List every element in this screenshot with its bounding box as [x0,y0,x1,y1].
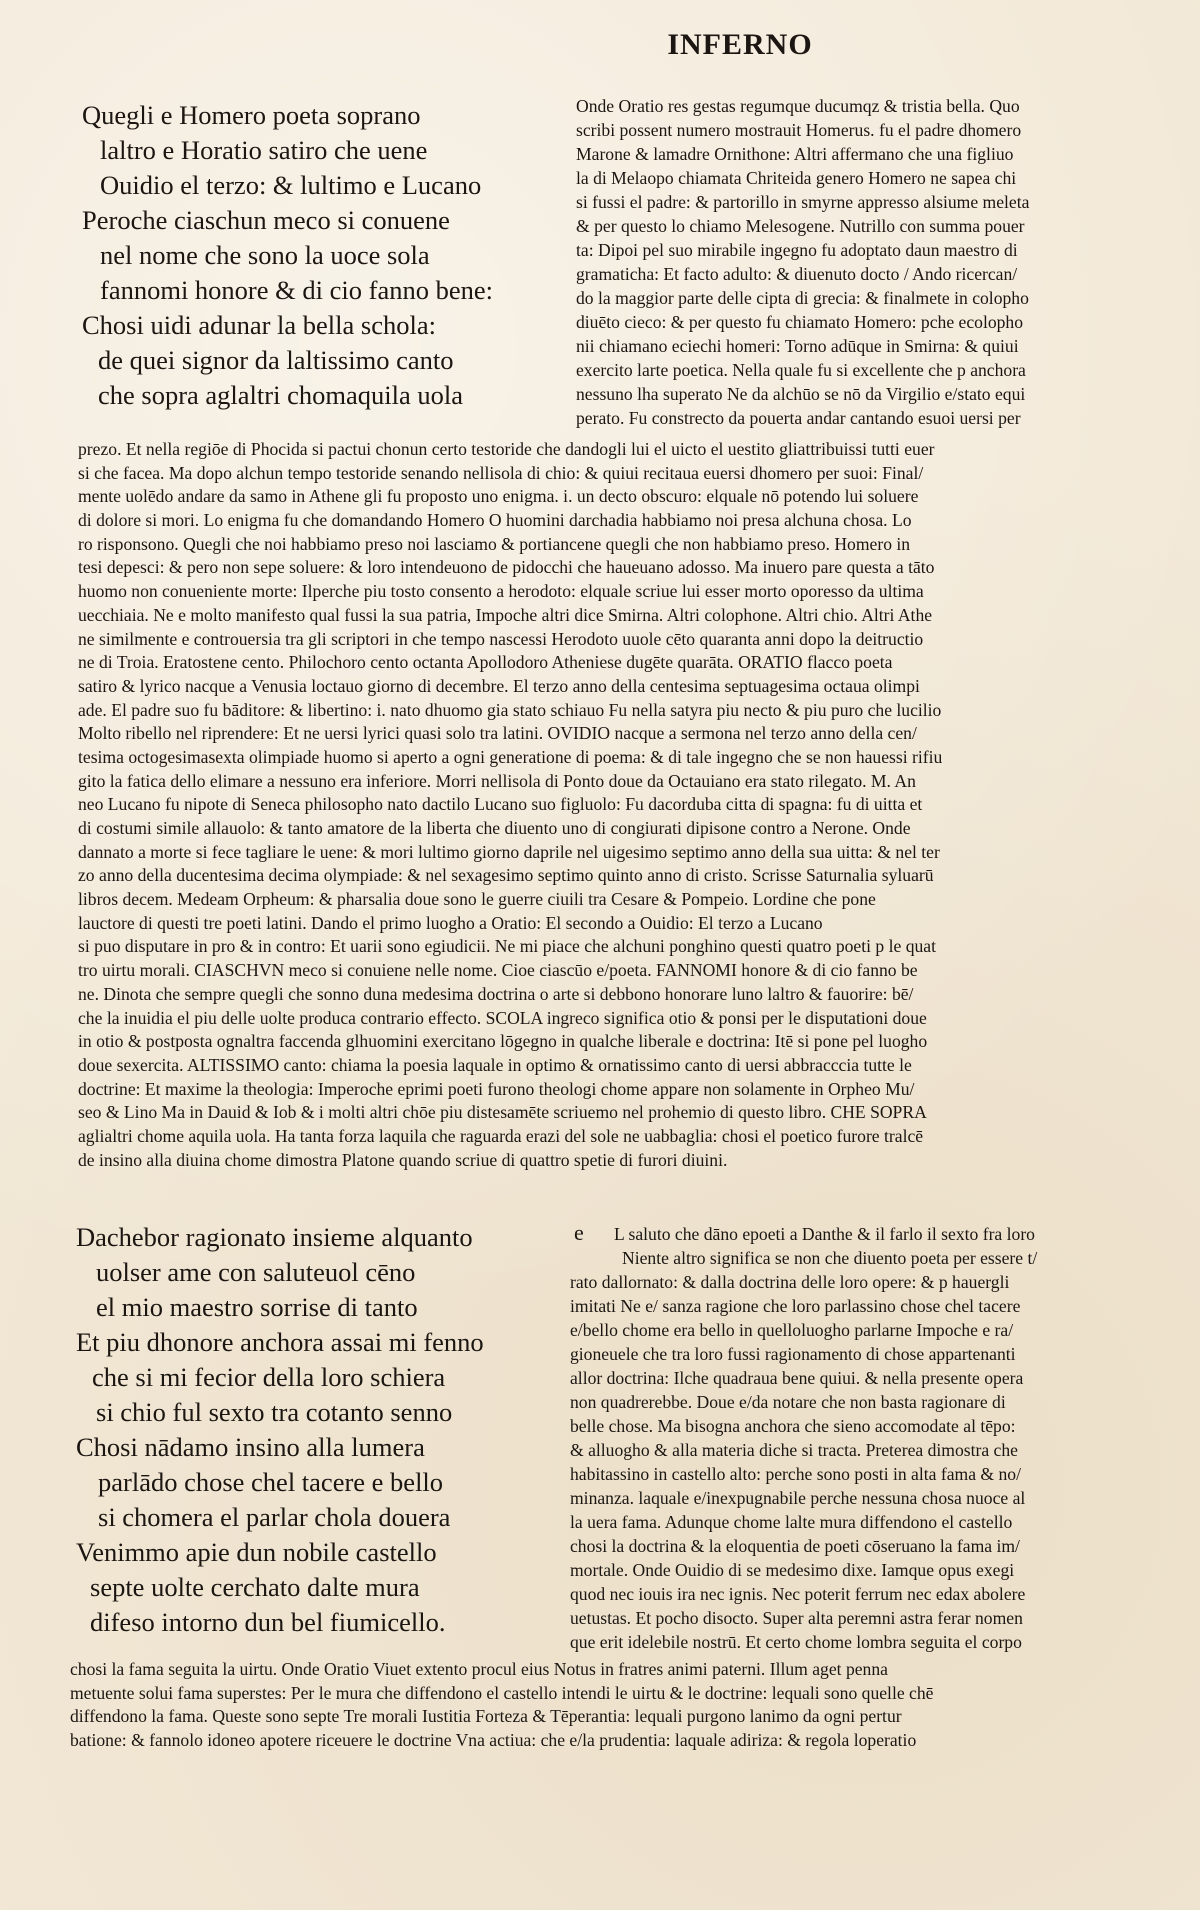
commentary-line: nii chiamano eciechi homeri: Torno adūque in Smirna: & quiui [576,336,1019,356]
verse-line: Chosi nādamo insino alla lumera [76,1432,425,1462]
commentary-line: L saluto che dāno epoeti a Danthe & il farlo il sexto fra loro [614,1224,1035,1244]
commentary-line: ne similmente e controuersia tra gli scriptori in che tempo nascessi Herodoto uuole cēto quaranta anni dopo la deitructio [78,628,924,649]
commentary-line: chosi la fama seguita la uirtu. Onde Oratio Viuet extento procul eius Notus in fratres animi paterni. Illum aget penna [70,1659,888,1679]
commentary-line: doue sexercita. ALTISSIMO canto: chiama la poesia laquale in optimo & ornatissimo canto di uersi abbracccia tutte le [78,1054,912,1075]
commentary-line: do la maggior parte delle cipta di grecia: & finalmete in colopho [576,288,1029,308]
commentary-line: rato dallornato: & dalla doctrina delle loro opere: & p hauergli [570,1272,1010,1292]
commentary-line: mortale. Onde Ouidio di se medesimo dixe. Iamque opus exegi [570,1560,1015,1580]
commentary-line: zo anno della ducentesima decima olympiade: & nel sexagesimo septimo quinto anno di cristo. Scrisse Saturnalia syluarū [78,865,934,886]
commentary-line: que erit idelebile nostrū. Et certo chome lombra seguita el corpo [570,1632,1022,1652]
commentary-line: ne di Troia. Eratostene cento. Philochoro cento octanta Apollodoro Atheniese dugēte quarāta. ORATIO flacco poeta [78,652,893,673]
commentary-line: diffendono la fama. Queste sono septe Tre morali Iustitia Forteza & Tēperantia: lequali purgono lanimo da ogni pertur [70,1706,902,1727]
verse-line: fannomi honore & di cio fanno bene: [100,275,493,305]
commentary-line: perato. Fu constrecto da pouerta andar cantando esuoi uersi per [576,408,1021,428]
commentary-line: e/bello chome era bello in quelloluogho parlarne Impoche e ra/ [570,1320,1014,1340]
commentary-line: ade. El padre suo fu bāditore: & libertino: i. nato dhuomo gia stato schiauo Fu nella satyra piu necto & piu puro che lucilio [78,699,942,720]
commentary-line: imitati Ne e/ sanza ragione che loro parlassino chose chel tacere [570,1296,1021,1316]
commentary-line: exercito larte poetica. Nella quale fu si excellente che p anchora [576,360,1026,380]
verse-line: Peroche ciaschun meco si conuene [82,205,450,235]
commentary-line: ro risponsono. Quegli che noi habbiamo preso noi lasciamo & portiancene quegli che non habbiamo preso. Homero in [78,533,911,554]
commentary-line: prezo. Et nella regiōe di Phocida si pactui chonun certo testoride che dandogli lui el uicto el uestito gliattribuissi tutti euer [78,439,935,459]
commentary-line: la uera fama. Adunque chome lalte mura diffendono el castello [570,1512,1013,1532]
commentary-line: dannato a morte si fece tagliare le uene: & mori lultimo giorno daprile nel uigesimo septimo anno della sua uitta: & nel ter [78,841,940,862]
commentary-line: uetustas. Et pocho disocto. Super alta peremni astra ferar nomen [570,1608,1023,1628]
commentary-line: si che facea. Ma dopo alchun tempo testoride senando nellisola di chio: & quiui recitaua euersi dhomero per suoi: Final/ [78,462,924,483]
commentary-line: ne. Dinota che sempre quegli che sonno duna medesima doctrina o arte si debbono honorare luno laltro & fauorire: bē/ [78,983,914,1004]
commentary-line: Marone & lamadre Ornithone: Altri affermano che una figliuo [576,144,1014,164]
commentary-line: diuēto cieco: & per questo fu chiamato Homero: pche ecolopho [576,312,1024,332]
commentary-line: si puo disputare in pro & in contro: Et uarii sono egiudicii. Ne mi piace che alchuni ponghino questi quatro poeti p le quat [78,936,936,957]
commentary-full-width-2 [70,1658,933,1753]
verse-line: Ouidio el terzo: & lultimo e Lucano [100,170,482,200]
commentary-line: chosi la doctrina & la eloquentia de poeti cōseruano la fama im/ [570,1536,1020,1556]
verse-line: Chosi uidi adunar la bella schola: [82,310,436,340]
commentary-line: gramaticha: Et facto adulto: & diuenuto docto / Ando ricercan/ [576,264,1018,284]
commentary-line: si fussi el padre: & partorillo in smyrne appresso alsiume meleta [576,192,1030,212]
commentary-line: Niente altro significa se non che diuento poeta per essere t/ [622,1248,1038,1268]
commentary-line: aglialtri chome aquila uola. Ha tanta forza laquila che raguarda erazi del sole ne uabbaglia: chosi el poetico furore tralcē [78,1125,924,1146]
commentary-line: che la inuidia el piu delle uolte produca contrario effecto. SCOLA ingreco significa otio & ponsi per le disputationi doue [78,1007,927,1028]
verse-line: che sopra aglaltri chomaquila uola [98,380,463,410]
commentary-line: uecchiaia. Ne e molto manifesto qual fussi la sua patria, Impoche altri dice Smirna. Altri colophone. Altri chio. Altri Athe [78,604,933,625]
commentary-line: gioneuele che tra loro fussi ragionamento di chose appartenanti [570,1344,1016,1364]
commentary-line: Onde Oratio res gestas regumque ducumqz & tristia bella. Quo [576,96,1020,116]
commentary-line: gito la fatica dello elimare a nessuno era inferiore. Morri nellisola di Ponto doue da Octauiano era stato rilegato. M. An [78,770,916,791]
verse-line: laltro e Horatio satiro che uene [100,135,428,165]
commentary-column-2 [570,1222,1037,1654]
commentary-line: belle chose. Ma bisogna anchora che sieno accomodate al tēpo: [570,1416,1016,1436]
running-head: INFERNO [667,28,813,61]
commentary-line: seo & Lino Ma in Dauid & Iob & i molti altri chōe piu distesamēte scriuemo nel prohemio di questo libro. CHE SOPRA [78,1102,927,1123]
verse-line: difeso intorno dun bel fiumicello. [90,1607,446,1637]
commentary-line: & per questo lo chiamo Melesogene. Nutrillo con summa pouer [576,216,1025,236]
commentary-line: libros decem. Medeam Orpheum: & pharsalia doue sono le guerre ciuili tra Cesare & Pompeio. Lordine che pone [78,889,876,910]
commentary-line: satiro & lyrico nacque a Venusia loctauo giorno di decembre. El terzo anno della centesima septuagesima octaua olimpi [78,675,920,696]
commentary-line: metuente solui fama superstes: Per le mura che diffendono el castello intendi le uirtu & le doctrine: lequali sono quelle chē [70,1682,934,1703]
commentary-line: di costumi simile allauolo: & tanto amatore de la liberta che diuento uno di congiurati dipisone contro a Nerone. Onde [78,818,911,838]
commentary-line: Molto ribello nel riprendere: Et ne uersi lyrici quasi solo tra latini. OVIDIO nacque a sermona nel terzo anno della cen/ [78,723,917,744]
commentary-line: habitassino in castello alto: perche sono posti in alta fama & no/ [570,1464,1021,1484]
commentary-line: de insino alla diuina chome dimostra Platone quando scriue di quattro spetie di furori diuini. [78,1149,728,1170]
commentary-column-1 [576,94,1029,430]
verse-line: Venimmo apie dun nobile castello [76,1537,437,1567]
verse-line: si chio ful sexto tra cotanto senno [96,1397,453,1427]
commentary-line: non quadrerebbe. Doue e/da notare che non basta ragionare di [570,1392,1006,1412]
commentary-line: neo Lucano fu nipote di Seneca philosopho nato dactilo Lucano suo figluolo: Fu dacorduba citta di spagna: fu di uitta et [78,794,923,815]
verse-line: septe uolte cerchato dalte mura [90,1572,420,1602]
verse-block-2 [76,1220,484,1640]
verse-line: nel nome che sono la uoce sola [100,240,430,270]
commentary-line: minanza. laquale e/inexpugnabile perche nessuna chosa nuoce al [570,1488,1026,1508]
commentary-line: nessuno lha superato Ne da alchūo se nō da Virgilio e/stato equi [576,384,1026,404]
verse-line: si chomera el parlar chola douera [98,1502,451,1532]
commentary-line: tesima octogesimasexta olimpiade huomo si aperto a ogni generatione di poema: & di tale ingegno che se non hauessi rifiu [78,746,943,767]
marginal-letter: e [574,1220,584,1245]
verse-block-1 [82,98,493,413]
commentary-line: mente uolēdo andare da samo in Athene gli fu proposto uno enigma. i. un decto obscuro: elquale nō potendo lui soluere [78,486,919,507]
verse-line: de quei signor da laltissimo canto [98,345,454,375]
verse-line: uolser ame con saluteuol cēno [96,1257,416,1287]
commentary-line: allor doctrina: Ilche quadraua bene quiui. & nella presente opera [570,1368,1024,1388]
commentary-line: scribi possent numero mostrauit Homerus. fu el padre dhomero [576,120,1022,140]
verse-line: parlādo chose chel tacere e bello [98,1467,444,1497]
commentary-line: tro uirtu morali. CIASCHVN meco si conuiene nelle nome. Cioe ciascūo e/poeta. FANNOMI honore & di cio fanno be [78,960,918,981]
commentary-line: batione: & fannolo idoneo apotere riceuere le doctrine Vna actiua: che e/la prudentia: laquale adiriza: & regola loperatio [70,1730,917,1751]
commentary-line: huomo non conueniente morte: Ilperche piu tosto consento a herodoto: elquale scriue lui esser morto oporesso da ultima [78,581,924,602]
commentary-line: quod nec iouis ira nec ignis. Nec poterit ferrum nec edax abolere [570,1584,1026,1604]
verse-line: che si mi fecior della loro schiera [92,1362,446,1392]
commentary-line: tesi depesci: & pero non sepe soluere: & loro intendeuono de pidocchi che haueuano adosso. Ma inuero pare questa a tāto [78,557,935,578]
verse-line: Dachebor ragionato insieme alquanto [76,1222,473,1252]
commentary-line: doctrine: Et maxime la theologia: Imperoche eprimi poeti furono theologi chome appare non solamente in Orpheo Mu/ [78,1078,915,1099]
verse-line: Quegli e Homero poeta soprano [82,100,421,130]
commentary-line: lauctore di questi tre poeti latini. Dando el primo luogho a Oratio: El secondo a Ouidio: El terzo a Lucano [78,912,823,933]
verse-line: el mio maestro sorrise di tanto [96,1292,418,1322]
commentary-line: la di Melaopo chiamata Chriteida genero Homero ne sapea chi [576,168,1017,188]
commentary-line: ta: Dipoi pel suo mirabile ingegno fu adoptato daun maestro di [576,240,1018,260]
commentary-line: & alluogho & alla materia diche si tracta. Preterea dimostra che [570,1440,1018,1460]
commentary-line: in otio & postposta ognaltra faccenda glhuomini exercitano lōgegno in qualche liberale e doctrina: Itē si pone pel luogho [78,1031,928,1052]
commentary-full-width-1 [78,438,942,1172]
verse-line: Et piu dhonore anchora assai mi fenno [76,1327,484,1357]
commentary-line: di dolore si mori. Lo enigma fu che domandando Homero O huomini darchadia habbiamo noi presa alchuna chosa. Lo [78,510,912,531]
